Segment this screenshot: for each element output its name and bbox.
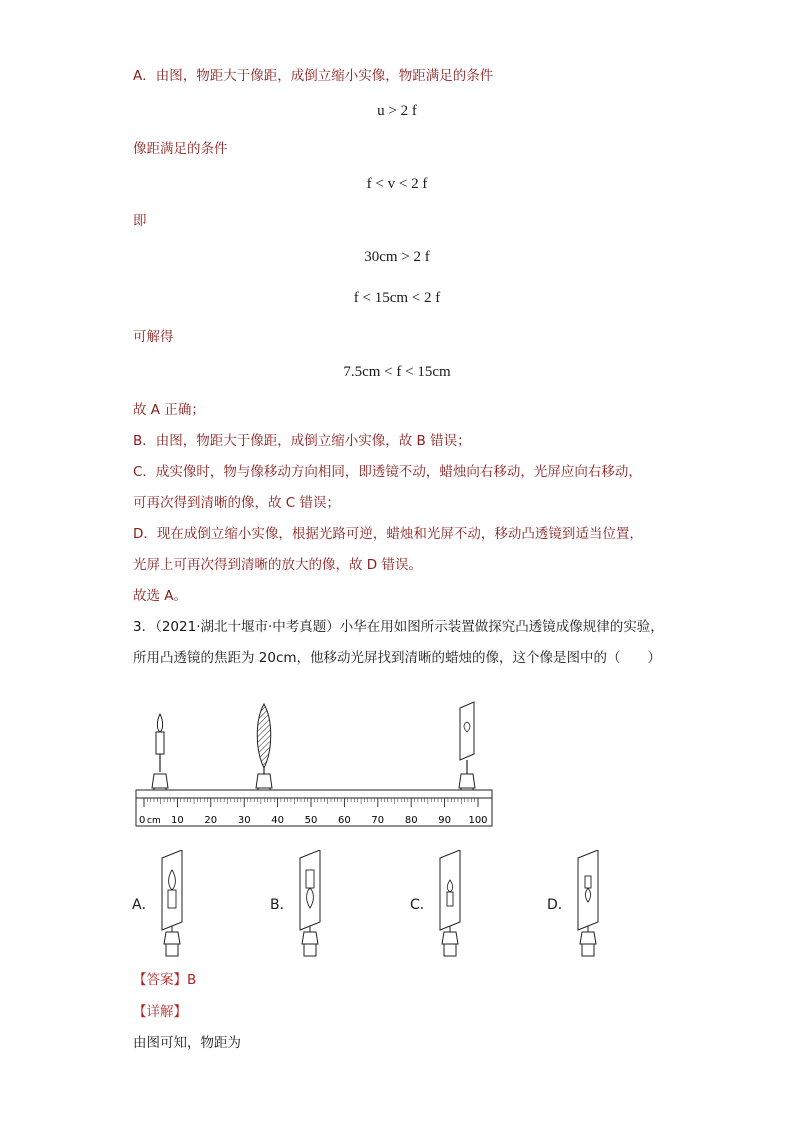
detail-label: 【详解】 — [133, 1004, 187, 1020]
candle-icon — [156, 714, 164, 772]
convex-lens-icon — [257, 704, 271, 774]
option-d-label: D． — [547, 897, 572, 913]
answer-label — [133, 970, 196, 990]
light-screen-icon — [460, 702, 474, 774]
ruler-tick-label: 10 — [171, 815, 184, 826]
optical-rail — [136, 790, 492, 798]
option-a-text: A．由图，物距大于像距，成倒立缩小实像，物距满足的条件 — [133, 68, 494, 84]
option-d-line1: D．现在成倒立缩小实像，根据光路可逆，蜡烛和光屏不动，移动凸透镜到适当位置， — [133, 526, 643, 542]
ruler-tick-label: 60 — [338, 815, 351, 826]
option-a-image-figure — [158, 850, 198, 960]
formula-30cm-gt-2f: 30cm > 2 f — [364, 249, 430, 265]
ruler-tick-label: 80 — [404, 815, 418, 826]
option-a-label: A． — [132, 897, 156, 913]
formula-f-lt-v-lt-2f: f < v < 2 f — [366, 176, 428, 192]
option-c-image-figure — [436, 850, 476, 960]
option-a-conclusion: 故 A 正确； — [133, 402, 205, 418]
option-c-line2: 可再次得到清晰的像，故 C 错误； — [133, 495, 341, 511]
ruler-tick-label: 90 — [438, 815, 451, 826]
ruler-tick-label: 0 — [139, 815, 146, 826]
option-a-ji-text: 即 — [133, 213, 147, 229]
ruler-tick-label: 50 — [304, 815, 318, 826]
formula-u-gt-2f: u > 2 f — [377, 103, 417, 119]
ruler-tick-label: 100 — [468, 815, 488, 826]
option-c-label: C． — [410, 897, 434, 913]
optical-bench-diagram — [130, 700, 500, 830]
detail-label-line — [133, 1002, 187, 1022]
option-d-line2: 光屏上可再次得到清晰的放大的像，故 D 错误。 — [133, 557, 422, 573]
ruler-tick-label: 20 — [204, 815, 218, 826]
option-b-image-figure — [296, 850, 336, 960]
option-a-image-distance-text: 像距满足的条件 — [133, 141, 228, 157]
ruler-tick-label: 70 — [371, 815, 385, 826]
ruler-tick-label: 40 — [271, 815, 284, 826]
option-d-image-figure — [574, 850, 614, 960]
question-3-line2: 所用凸透镜的焦距为 20cm，他移动光屏找到清晰的蜡烛的像，这个像是图中的（ ） — [133, 650, 662, 666]
final-choice: 故选 A。 — [133, 588, 188, 604]
question-3-line1: 3．（2021·湖北十堰市·中考真题）小华在用如图所示装置做探究凸透镜成像规律的实验， — [133, 619, 664, 635]
option-c-line1: C．成实像时，物与像移动方向相同，即透镜不动，蜡烛向右移动，光屏应向右移动， — [133, 464, 642, 480]
ruler-unit-label: cm — [147, 816, 161, 826]
detail-text: 由图可知，物距为 — [133, 1035, 241, 1051]
ruler-tick-label: 30 — [237, 815, 251, 826]
option-a-solve-text: 可解得 — [133, 329, 174, 345]
option-b-label: B． — [270, 897, 294, 913]
formula-range-f: 7.5cm < f < 15cm — [343, 364, 451, 380]
formula-f-lt-15cm: f < 15cm < 2 f — [353, 290, 441, 306]
answer-text: 【答案】B — [133, 972, 197, 988]
option-b-text: B．由图，物距大于像距，成倒立缩小实像，故 B 错误； — [133, 433, 471, 449]
